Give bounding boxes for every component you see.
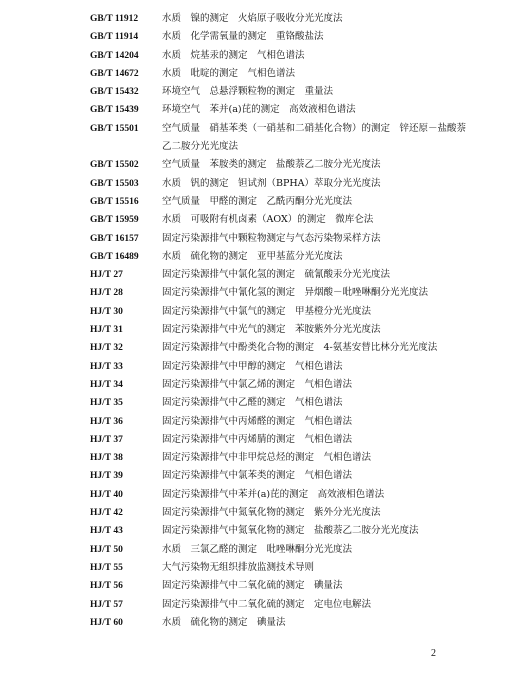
standard-title: 空气质量 硝基苯类（一硝基和二硝基化合物）的测定 锌还原－盐酸萘乙二胺分光光度法 (162, 122, 467, 153)
standard-code: HJ/T 32 (90, 343, 123, 354)
standard-code: HJ/T 34 (90, 379, 123, 390)
standard-row (90, 413, 470, 431)
standard-code: GB/T 14672 (90, 68, 139, 79)
standard-code: HJ/T 38 (90, 453, 123, 464)
standard-row (90, 321, 470, 339)
standard-row (90, 211, 470, 229)
standard-row (90, 541, 470, 559)
standard-title: 固定污染源排气中氯乙烯的测定 气相色谱法 (162, 378, 353, 390)
standard-title: 固定污染源排气中丙烯醛的测定 气相色谱法 (162, 415, 353, 427)
standard-row (90, 303, 470, 321)
standard-code: HJ/T 40 (90, 489, 123, 500)
page-number: 2 (431, 648, 436, 659)
standard-title: 环境空气 苯并(a)芘的测定 高效液相色谱法 (162, 104, 356, 116)
standard-title: 固定污染源排气中二氧化硫的测定 碘量法 (162, 580, 343, 592)
standard-title: 固定污染源排气中酚类化合物的测定 4-氨基安替比林分光光度法 (162, 342, 438, 354)
standard-row (90, 28, 470, 46)
standard-row (90, 47, 470, 65)
standard-row (90, 248, 470, 266)
standard-row (90, 120, 470, 157)
standard-row (90, 230, 470, 248)
standard-code: GB/T 15439 (90, 105, 139, 116)
standard-title: 环境空气 总悬浮颗粒物的测定 重量法 (162, 86, 334, 98)
standard-code: GB/T 11914 (90, 32, 139, 43)
standard-title: 固定污染源排气中颗粒物测定与气态污染物采样方法 (162, 232, 381, 244)
standard-row (90, 156, 470, 174)
standard-title: 水质 硫化物的测定 碘量法 (162, 616, 286, 628)
standard-code: HJ/T 43 (90, 526, 123, 537)
standard-title: 水质 化学需氧量的测定 重铬酸盐法 (162, 31, 324, 43)
standard-row (90, 376, 470, 394)
standard-title: 固定污染源排气中氮氧化物的测定 紫外分光光度法 (162, 507, 381, 519)
standard-title: 水质 可吸附有机卤素（AOX）的测定 微库仑法 (162, 214, 374, 226)
standard-title: 固定污染源排气中甲醇的测定 气相色谱法 (162, 360, 343, 372)
standard-row (90, 504, 470, 522)
standard-row (90, 614, 470, 632)
standard-code: HJ/T 50 (90, 544, 123, 555)
standard-code: HJ/T 31 (90, 325, 123, 336)
standard-title: 固定污染源排气中氰化氢的测定 异烟酸－吡唑啉酮分光光度法 (162, 287, 429, 299)
standard-code: GB/T 16157 (90, 233, 139, 244)
standard-code: HJ/T 56 (90, 581, 123, 592)
standard-row (90, 596, 470, 614)
standard-code: HJ/T 35 (90, 398, 123, 409)
standard-title: 水质 钒的测定 钽试剂（BPHA）萃取分光光度法 (162, 177, 381, 189)
standard-title: 空气质量 苯胺类的测定 盐酸萘乙二胺分光光度法 (162, 159, 381, 171)
standard-row (90, 358, 470, 376)
standard-row (90, 266, 470, 284)
standard-row (90, 339, 470, 357)
standard-title: 固定污染源排气中氮氧化物的测定 盐酸萘乙二胺分光光度法 (162, 525, 419, 537)
standard-code: GB/T 15501 (90, 123, 139, 134)
standard-row (90, 467, 470, 485)
standard-code: HJ/T 37 (90, 434, 123, 445)
standard-row (90, 10, 470, 28)
standard-code: HJ/T 57 (90, 599, 123, 610)
standard-title: 固定污染源排气中丙烯腈的测定 气相色谱法 (162, 433, 353, 445)
standard-row (90, 559, 470, 577)
standard-title: 固定污染源排气中氯气的测定 甲基橙分光光度法 (162, 305, 372, 317)
standard-code: GB/T 11912 (90, 14, 139, 24)
standard-code: GB/T 15502 (90, 160, 139, 171)
standard-row (90, 193, 470, 211)
standard-row (90, 394, 470, 412)
standard-code: HJ/T 36 (90, 416, 123, 427)
standard-row (90, 522, 470, 540)
standard-code: GB/T 14204 (90, 50, 139, 61)
standard-code: GB/T 15516 (90, 196, 139, 207)
standard-code: HJ/T 27 (90, 270, 123, 281)
standard-code: HJ/T 28 (90, 288, 123, 299)
standard-row (90, 577, 470, 595)
standard-code: HJ/T 30 (90, 306, 123, 317)
standard-title: 大气污染物无组织排放监测技术导则 (162, 561, 315, 573)
standard-row (90, 486, 470, 504)
standard-row (90, 175, 470, 193)
standard-row (90, 284, 470, 302)
standard-code: GB/T 15432 (90, 87, 139, 98)
standard-code: GB/T 16489 (90, 251, 139, 262)
standard-code: HJ/T 60 (90, 617, 123, 628)
standard-code: HJ/T 33 (90, 361, 123, 372)
standard-title: 固定污染源排气中二氧化硫的测定 定电位电解法 (162, 598, 372, 610)
standard-row (90, 65, 470, 83)
standard-title: 水质 三氯乙醛的测定 吡唑啉酮分光光度法 (162, 543, 353, 555)
standard-title: 固定污染源排气中氯苯类的测定 气相色谱法 (162, 470, 353, 482)
standard-title: 固定污染源排气中苯并(a)芘的测定 高效液相色谱法 (162, 488, 385, 500)
standard-code: HJ/T 39 (90, 471, 123, 482)
standard-row (90, 83, 470, 101)
standard-title: 水质 吡啶的测定 气相色谱法 (162, 67, 296, 79)
standard-row (90, 101, 470, 119)
standard-title: 水质 硫化物的测定 亚甲基蓝分光光度法 (162, 250, 343, 262)
standard-code: HJ/T 55 (90, 562, 123, 573)
standard-row (90, 431, 470, 449)
standard-title: 空气质量 甲醛的测定 乙酰丙酮分光光度法 (162, 195, 353, 207)
standard-code: GB/T 15503 (90, 178, 139, 189)
standard-title: 水质 烷基汞的测定 气相色谱法 (162, 49, 305, 61)
standard-title: 固定污染源排气中非甲烷总烃的测定 气相色谱法 (162, 452, 372, 464)
standard-code: GB/T 15959 (90, 215, 139, 226)
standard-row (90, 449, 470, 467)
standard-title: 水质 镍的测定 火焰原子吸收分光光度法 (162, 13, 343, 24)
standard-title: 固定污染源排气中氯化氢的测定 硫氰酸汞分光光度法 (162, 269, 391, 281)
standard-code: HJ/T 42 (90, 508, 123, 519)
standard-title: 固定污染源排气中乙醛的测定 气相色谱法 (162, 397, 343, 409)
standard-title: 固定污染源排气中光气的测定 苯胺紫外分光光度法 (162, 324, 381, 336)
standards-list (90, 10, 470, 632)
